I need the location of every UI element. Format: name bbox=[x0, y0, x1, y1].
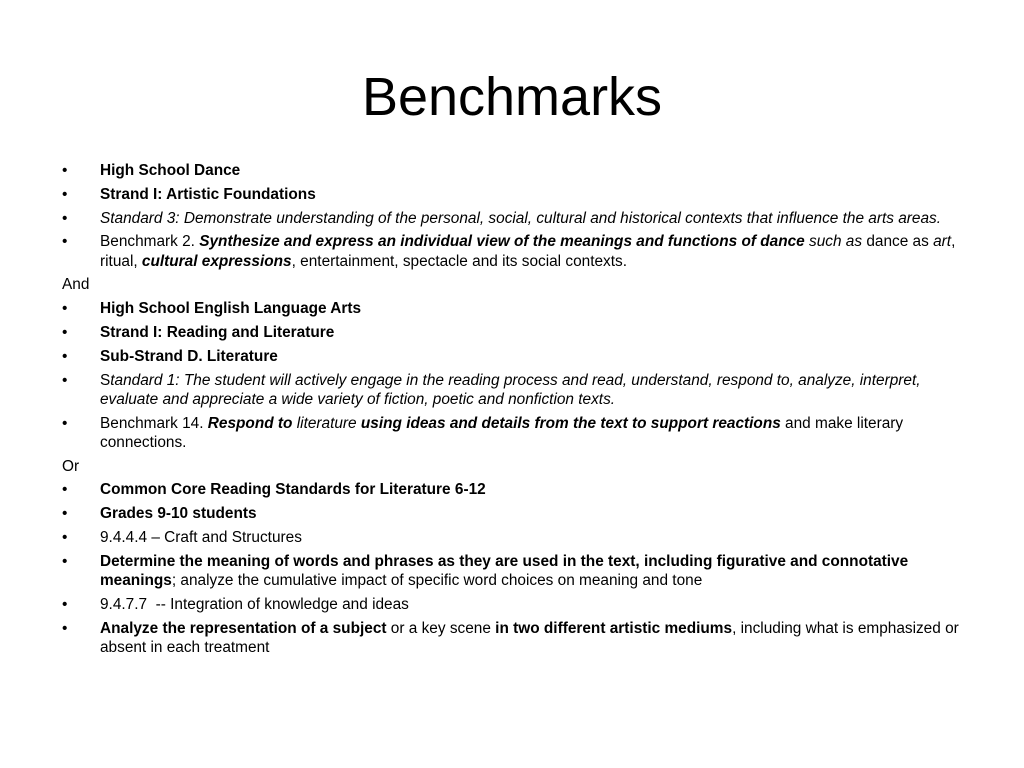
slide-title: Benchmarks bbox=[361, 67, 663, 127]
cc-analyze-rest: , including what is emphasized or absent in each treatment bbox=[100, 619, 959, 656]
dance-strand-text: Strand I: Artistic Foundations bbox=[100, 185, 316, 203]
cc-code2-text: 9.4.7.7 -- Integration of knowledge and ideas bbox=[100, 595, 409, 613]
bullet-icon: • bbox=[62, 595, 68, 613]
cc-determine-bold: Determine the meaning of words and phrases as they are used in the text, including figurative and connotative meanings bbox=[100, 552, 909, 589]
dance-standard-text: Standard 3: Demonstrate understanding of the personal, social, cultural and historical contexts that influence the arts areas. bbox=[100, 209, 941, 227]
cc-analyze-bold2: in two different artistic mediums bbox=[495, 619, 733, 637]
list-item-dance-course bbox=[62, 161, 967, 180]
bullet-icon: • bbox=[62, 481, 68, 499]
dance-benchmark-text2: , ritual, bbox=[100, 233, 956, 270]
bullet-icon: • bbox=[62, 323, 68, 341]
list-item-cc-code1 bbox=[62, 528, 967, 547]
ela-standard-text: tandard 1: The student will actively engage in the reading process and read, understand, respond to, analyze, interpret, evaluate and appreciate a wide variety of fiction, poetic and nonfiction texts. bbox=[100, 371, 921, 408]
bullet-icon: • bbox=[62, 209, 68, 227]
bullet-icon: • bbox=[62, 552, 68, 570]
dance-benchmark-prefix: Benchmark 2. bbox=[100, 233, 200, 251]
ela-standard-initial: S bbox=[100, 371, 111, 389]
list-item-dance-standard bbox=[62, 209, 967, 228]
bullet-icon: • bbox=[62, 185, 68, 203]
slide-body bbox=[62, 161, 967, 662]
list-item-cc-analyze bbox=[62, 619, 967, 657]
bullet-icon: • bbox=[62, 505, 68, 523]
dance-benchmark-text3: , entertainment, spectacle and its social contexts. bbox=[291, 252, 627, 270]
dance-course-text: High School Dance bbox=[100, 162, 241, 179]
bullet-icon: • bbox=[62, 300, 68, 318]
dance-benchmark-emphasis: Synthesize and express an individual view of the meanings and functions of dance bbox=[199, 233, 805, 251]
and-separator: And bbox=[62, 276, 90, 294]
list-item-cc-code2 bbox=[62, 595, 967, 614]
list-item-cc-determine bbox=[62, 552, 967, 590]
ela-benchmark-rest: and make literary connections. bbox=[100, 414, 904, 451]
dance-benchmark-text1: dance as bbox=[862, 233, 934, 251]
bullet-icon: • bbox=[62, 619, 68, 637]
list-item-dance-benchmark bbox=[62, 232, 967, 270]
list-item-ela-course bbox=[62, 299, 967, 318]
bullet-icon: • bbox=[62, 528, 68, 546]
ela-benchmark-respond: Respond to bbox=[207, 414, 293, 432]
ela-benchmark-literature: literature bbox=[292, 414, 357, 432]
list-item-ela-standard bbox=[62, 371, 967, 409]
ela-course-text: High School English Language Arts bbox=[100, 300, 362, 318]
list-item-cc-grades bbox=[62, 504, 967, 523]
bullet-icon: • bbox=[62, 371, 68, 389]
cc-determine-rest: ; analyze the cumulative impact of specific word choices on meaning and tone bbox=[171, 571, 703, 589]
ela-benchmark-using: using ideas and details from the text to support reactions bbox=[356, 414, 781, 432]
dance-benchmark-art: art bbox=[933, 233, 952, 251]
dance-benchmark-such-as: such as bbox=[804, 233, 863, 251]
ela-substrand-text: Sub-Strand D. Literature bbox=[100, 347, 278, 365]
bullet-icon: • bbox=[62, 414, 68, 432]
cc-grades-text: Grades 9-10 students bbox=[100, 505, 257, 523]
cc-course-text: Common Core Reading Standards for Literature 6-12 bbox=[100, 481, 486, 499]
cc-analyze-mid: or a key scene bbox=[386, 619, 496, 637]
list-item-dance-strand bbox=[62, 185, 967, 204]
cc-code1-text: 9.4.4.4 – Craft and Structures bbox=[100, 528, 302, 546]
bullet-icon: • bbox=[62, 233, 68, 251]
cc-analyze-bold: Analyze the representation of a subject bbox=[100, 619, 387, 637]
bullet-icon: • bbox=[62, 347, 68, 365]
ela-strand-text: Strand I: Reading and Literature bbox=[100, 323, 335, 341]
list-item-ela-substrand bbox=[62, 347, 967, 366]
bullet-icon: • bbox=[62, 162, 68, 179]
ela-benchmark-prefix: Benchmark 14. bbox=[100, 414, 208, 432]
or-separator: Or bbox=[62, 457, 80, 475]
list-item-cc-course bbox=[62, 480, 967, 499]
list-item-ela-strand bbox=[62, 323, 967, 342]
dance-benchmark-cultural: cultural expressions bbox=[141, 252, 292, 270]
list-item-ela-benchmark bbox=[62, 414, 967, 452]
